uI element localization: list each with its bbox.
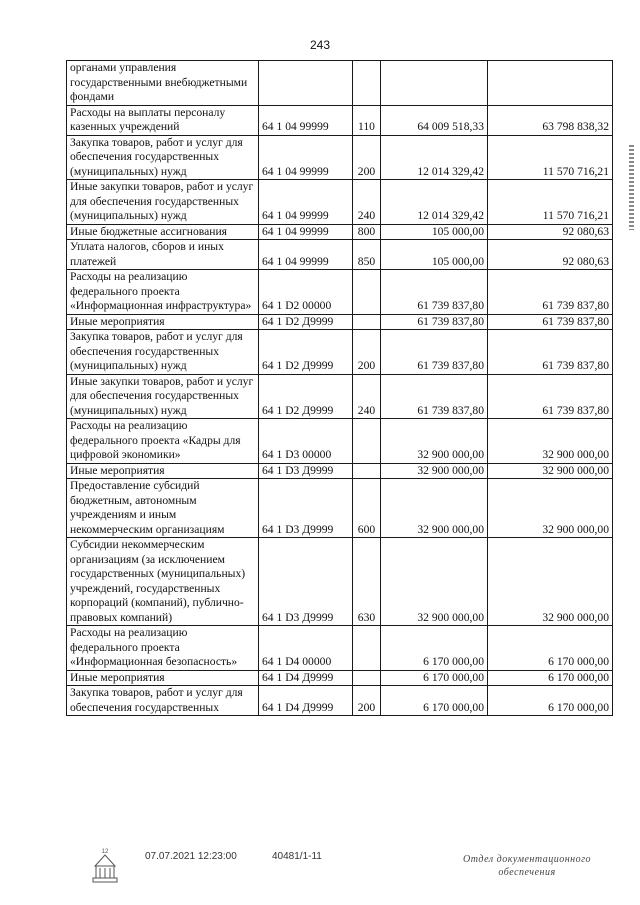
- cell-code: 64 1 D4 Д9999: [259, 670, 353, 686]
- cell-expense-type: 110: [353, 105, 381, 135]
- cell-code: 64 1 D4 00000: [259, 626, 353, 671]
- cell-name: Закупка товаров, работ и услуг для обеспечения государственных (муниципальных) нужд: [67, 330, 259, 375]
- cell-amount-executed: 6 170 000,00: [488, 626, 613, 671]
- cell-amount-executed: 63 798 838,32: [488, 105, 613, 135]
- cell-name: Закупка товаров, работ и услуг для обеспечения государственных: [67, 686, 259, 716]
- cell-amount-planned: 64 009 518,33: [381, 105, 488, 135]
- cell-amount-executed: [488, 61, 613, 106]
- cell-amount-executed: 61 739 837,80: [488, 330, 613, 375]
- cell-amount-executed: 6 170 000,00: [488, 670, 613, 686]
- cell-name: Расходы на реализацию федерального проекта «Кадры для цифровой экономики»: [67, 419, 259, 464]
- table-row: [67, 224, 613, 240]
- cell-name: органами управления государственными внебюджетными фондами: [67, 61, 259, 106]
- cell-amount-executed: 32 900 000,00: [488, 479, 613, 538]
- table-row: [67, 686, 613, 716]
- cell-expense-type: 240: [353, 374, 381, 419]
- cell-expense-type: 630: [353, 538, 381, 626]
- table-row: [67, 105, 613, 135]
- table-row: [67, 419, 613, 464]
- cell-name: Иные мероприятия: [67, 463, 259, 479]
- table-row: [67, 670, 613, 686]
- cell-amount-planned: 61 739 837,80: [381, 314, 488, 330]
- cell-code: 64 1 04 99999: [259, 105, 353, 135]
- cell-amount-executed: 32 900 000,00: [488, 419, 613, 464]
- cell-expense-type: 850: [353, 240, 381, 270]
- budget-table: [66, 60, 613, 716]
- cell-code: 64 1 D3 00000: [259, 419, 353, 464]
- cell-amount-executed: 11 570 716,21: [488, 180, 613, 225]
- cell-expense-type: [353, 419, 381, 464]
- cell-amount-executed: 6 170 000,00: [488, 686, 613, 716]
- cell-name: Уплата налогов, сборов и иных платежей: [67, 240, 259, 270]
- cell-code: 64 1 D2 Д9999: [259, 330, 353, 375]
- department-line-1: Отдел документационного: [462, 854, 592, 865]
- cell-amount-planned: 6 170 000,00: [381, 626, 488, 671]
- cell-amount-executed: 92 080,63: [488, 224, 613, 240]
- cell-name: Иные закупки товаров, работ и услуг для обеспечения государственных (муниципальных) нужд: [67, 180, 259, 225]
- cell-code: 64 1 D3 Д9999: [259, 463, 353, 479]
- table-row: [67, 61, 613, 106]
- cell-name: Иные мероприятия: [67, 670, 259, 686]
- cell-amount-planned: 32 900 000,00: [381, 419, 488, 464]
- cell-expense-type: 200: [353, 686, 381, 716]
- table-row: [67, 270, 613, 315]
- cell-code: 64 1 04 99999: [259, 224, 353, 240]
- cell-expense-type: 200: [353, 330, 381, 375]
- cell-amount-executed: 61 739 837,80: [488, 270, 613, 315]
- cell-amount-executed: 32 900 000,00: [488, 538, 613, 626]
- cell-code: 64 1 D4 Д9999: [259, 686, 353, 716]
- cell-amount-planned: 105 000,00: [381, 240, 488, 270]
- cell-amount-planned: 32 900 000,00: [381, 479, 488, 538]
- footer-date: 07.07.2021 12:23:00: [145, 851, 237, 862]
- cell-amount-planned: 105 000,00: [381, 224, 488, 240]
- scan-edge-mark: [629, 145, 634, 230]
- cell-expense-type: [353, 61, 381, 106]
- cell-code: 64 1 D2 Д9999: [259, 374, 353, 419]
- cell-amount-planned: 12 014 329,42: [381, 135, 488, 180]
- page-number: 243: [309, 38, 331, 52]
- cell-code: 64 1 D3 Д9999: [259, 538, 353, 626]
- cell-expense-type: [353, 270, 381, 315]
- cell-code: 64 1 D3 Д9999: [259, 479, 353, 538]
- cell-expense-type: 600: [353, 479, 381, 538]
- cell-expense-type: 200: [353, 135, 381, 180]
- cell-code: [259, 61, 353, 106]
- table-row: [67, 463, 613, 479]
- cell-name: Иные бюджетные ассигнования: [67, 224, 259, 240]
- cell-name: Иные мероприятия: [67, 314, 259, 330]
- cell-name: Расходы на выплаты персоналу казенных учреждений: [67, 105, 259, 135]
- cell-amount-planned: 61 739 837,80: [381, 270, 488, 315]
- table-row: [67, 135, 613, 180]
- cell-amount-executed: 11 570 716,21: [488, 135, 613, 180]
- cell-name: Субсидии некоммерческим организациям (за исключением государственных (муниципальных) учреждений, государственных корпораций (компаний), публично-правовых компаний): [67, 538, 259, 626]
- table-row: [67, 330, 613, 375]
- cell-amount-planned: 6 170 000,00: [381, 670, 488, 686]
- cell-amount-executed: 61 739 837,80: [488, 374, 613, 419]
- cell-amount-planned: 61 739 837,80: [381, 374, 488, 419]
- cell-code: 64 1 D2 Д9999: [259, 314, 353, 330]
- cell-code: 64 1 04 99999: [259, 135, 353, 180]
- table-row: [67, 180, 613, 225]
- cell-code: 64 1 04 99999: [259, 180, 353, 225]
- cell-name: Предоставление субсидий бюджетным, автономным учреждениям и иным некоммерческим организациям: [67, 479, 259, 538]
- cell-amount-planned: 61 739 837,80: [381, 330, 488, 375]
- department-stamp: [452, 853, 602, 879]
- footer-doc-id: 40481/1-11: [272, 851, 322, 862]
- department-line-2: обеспечения: [498, 867, 556, 878]
- cell-amount-planned: [381, 61, 488, 106]
- cell-expense-type: 800: [353, 224, 381, 240]
- stamp-number: 12: [101, 849, 109, 855]
- table-row: [67, 626, 613, 671]
- cell-code: 64 1 D2 00000: [259, 270, 353, 315]
- cell-amount-planned: 32 900 000,00: [381, 463, 488, 479]
- table-row: [67, 538, 613, 626]
- cell-amount-planned: 32 900 000,00: [381, 538, 488, 626]
- cell-amount-planned: 6 170 000,00: [381, 686, 488, 716]
- cell-name: Иные закупки товаров, работ и услуг для обеспечения государственных (муниципальных) нужд: [67, 374, 259, 419]
- cell-code: 64 1 04 99999: [259, 240, 353, 270]
- cell-expense-type: [353, 670, 381, 686]
- table-row: [67, 314, 613, 330]
- cell-amount-planned: 12 014 329,42: [381, 180, 488, 225]
- emblem-stamp-icon: [88, 846, 122, 886]
- cell-amount-executed: 92 080,63: [488, 240, 613, 270]
- cell-name: Закупка товаров, работ и услуг для обеспечения государственных (муниципальных) нужд: [67, 135, 259, 180]
- cell-amount-executed: 61 739 837,80: [488, 314, 613, 330]
- budget-table-body: [67, 61, 613, 716]
- table-row: [67, 240, 613, 270]
- cell-name: Расходы на реализацию федерального проекта «Информационная безопасность»: [67, 626, 259, 671]
- cell-expense-type: [353, 314, 381, 330]
- cell-expense-type: [353, 463, 381, 479]
- cell-amount-executed: 32 900 000,00: [488, 463, 613, 479]
- table-row: [67, 374, 613, 419]
- cell-expense-type: 240: [353, 180, 381, 225]
- cell-name: Расходы на реализацию федерального проекта «Информационная инфраструктура»: [67, 270, 259, 315]
- table-row: [67, 479, 613, 538]
- cell-expense-type: [353, 626, 381, 671]
